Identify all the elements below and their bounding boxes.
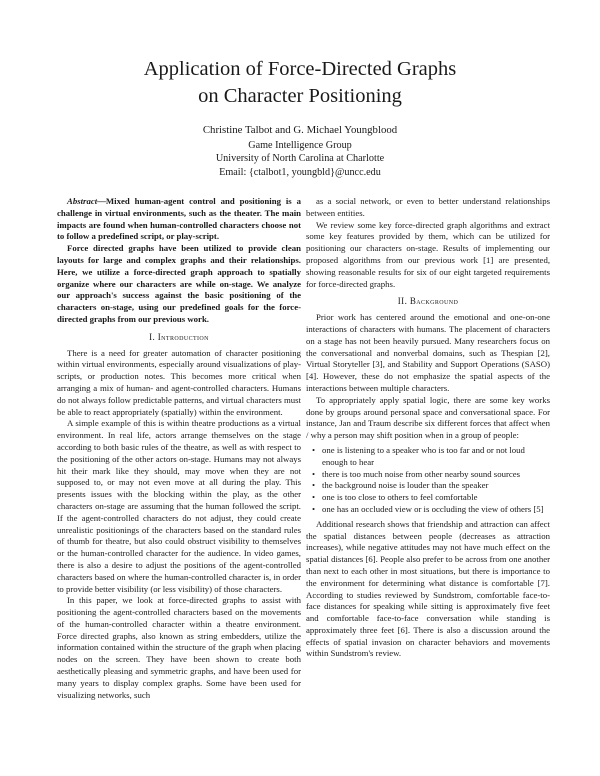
- paper-title: [40, 56, 560, 110]
- intro-paragraph-1: There is a need for greater automation of character positioning within virtual environments, especially around visualizations of play-scripts, or production notes. This becomes more critical when arranging a mix of human- and agent-controlled characters. Humans do not always follow predictable patterns, and virtual characters must be able to react appropriately (spatially) within the environment.: [57, 347, 301, 417]
- forces-list: [306, 445, 550, 516]
- abstract-label: Abstract: [67, 196, 98, 206]
- list-item: [312, 503, 550, 516]
- affiliation-group: Game Intelligence Group: [248, 139, 352, 151]
- author-block: [40, 123, 560, 179]
- right-column: [306, 196, 550, 660]
- bullet-icon: •: [312, 444, 316, 455]
- bullet-icon: •: [312, 480, 316, 491]
- title-line-1: Application of Force-Directed Graphs: [143, 58, 457, 80]
- abstract: [57, 196, 301, 326]
- left-column: [57, 196, 301, 701]
- section-heading-background: II. Background: [397, 296, 459, 307]
- intro-paragraph-2: A simple example of this is within theatre productions as a virtual environment. In real life, actors arrange themselves on the stage according to both basic rules of the theatre, as well as with respect to the positioning of the other actors on-stage. Humans may not always hit their mark like they should, may move when they are not supposed to, or may not even move at all during the play. This presents issues with the blocking within the play, as the other characters on-stage are assuming that the human followed the script. If the agent-controlled characters do not adjust, they could create unrealistic positionings of the characters based on the standard rules of thumb for theatre, but also could obstruct visibility to themselves or the human-controlled character for the audience. In video games, there is also a desire to adjust the positions of the agent-controlled characters based on where the human-controlled character is, in order to provide better visibility (or less visibility) of those characters.: [57, 418, 301, 594]
- background-paragraph-3: Additional research shows that friendship and attraction can affect the spatial distances between people (decreases as attraction increases), while negative attitudes may not have much effect on the spatial distances [6]. People also prefer to be across from one another than next to each other in most situations, but there is importance to the environment for determining what distance is comfortable [7]. According to studies reviewed by Sundstrom, comfortable face-to-face distances for speaking while sitting is approximately five feet and comfortable face-to-face conversation while standing is approximately three feet [6]. There is also a discussion around the effects of spatial invasion on character behaviors and movements within Sundstrom's review.: [306, 518, 550, 659]
- list-item: [312, 480, 550, 492]
- background-paragraph-1: Prior work has centered around the emotional and one-on-one interactions of characters with humans. The placement of characters on a stage has not been heavily pursued. Many researchers focus on the conversational and nonverbal domains, such as Thespian [2], Virtual Storyteller [3], and Stability and Support Operations (SASO) [4]. However, these do not emphasize the spatial aspects of the interactions between multiple characters.: [306, 312, 550, 393]
- intro-paragraph-3-continued: as a social network, or even to better understand relationships between entities.: [306, 196, 550, 218]
- bullet-icon: •: [312, 468, 316, 479]
- list-item-text: the background noise is louder than the speaker: [322, 480, 489, 491]
- author-names: Christine Talbot and G. Michael Youngblood: [202, 124, 398, 136]
- list-item: [312, 492, 550, 504]
- title-line-2: on Character Positioning: [198, 85, 402, 107]
- bullet-icon: •: [312, 503, 316, 514]
- intro-paragraph-4: We review some key force-directed graph algorithms and extract some key features provided by them, which can be utilized for positioning our characters on-stage. Results of implementing our proposed algorithms from our previous work [1] are presented, showing reasonable results for six of our eight targeted requirements for force-directed graphs.: [306, 219, 550, 289]
- bullet-icon: •: [312, 492, 316, 503]
- abstract-paragraph-2: Force directed graphs have been utilized to provide clean layouts for large and complex graphs and their relationships. Here, we utilize a force-directed graph approach to spatially organize where our characters are while on-stage. We analyze our approach's success against the basic positioning of the characters on-stage, using our predefined goals for the force-directed graphs from our previous work.: [57, 243, 301, 324]
- abstract-text-1: —Mixed human-agent control and positioning is a challenge in virtual environments, such as the theater. The main impacts are found when human-controlled characters choose not to follow a predefined script, or play-script.: [57, 196, 301, 242]
- affiliation-university: University of North Carolina at Charlotte: [215, 153, 385, 165]
- list-item: [312, 444, 550, 469]
- author-email: Email: {ctalbot1, youngbld}@uncc.edu: [219, 166, 381, 178]
- list-item: [312, 468, 550, 481]
- list-item-text: one has an occluded view or is occluding the view of others [5]: [322, 503, 544, 514]
- background-paragraph-2: To appropriately apply spatial logic, there are some key works done by groups around personal space and conversational space. For instance, Jan and Traum describe six different forces that affect when / why a person may shift position when in a group of people:: [306, 394, 550, 441]
- abstract-paragraph-1: [57, 196, 301, 243]
- list-item-text: one is too close to others to feel comfortable: [322, 492, 478, 503]
- intro-paragraph-3: In this paper, we look at force-directed graphs to assist with positioning the agent-controlled characters based on the movements of the human-controlled character within a theatre environment. Force directed graphs, also known as string embedders, utilize the information contained within the structure of the graph when placing nodes on the screen. They have been shown to create both aesthetically pleasing and symmetric graphs, and have been used for many years to display complex graphs. Some have been used for visualizing networks, such: [57, 595, 301, 700]
- list-item-text: one is listening to a speaker who is too far and or not loud enough to hear: [322, 444, 525, 467]
- list-item-text: there is too much noise from other nearby sound sources: [322, 468, 521, 479]
- section-heading-introduction: I. Introduction: [149, 331, 209, 342]
